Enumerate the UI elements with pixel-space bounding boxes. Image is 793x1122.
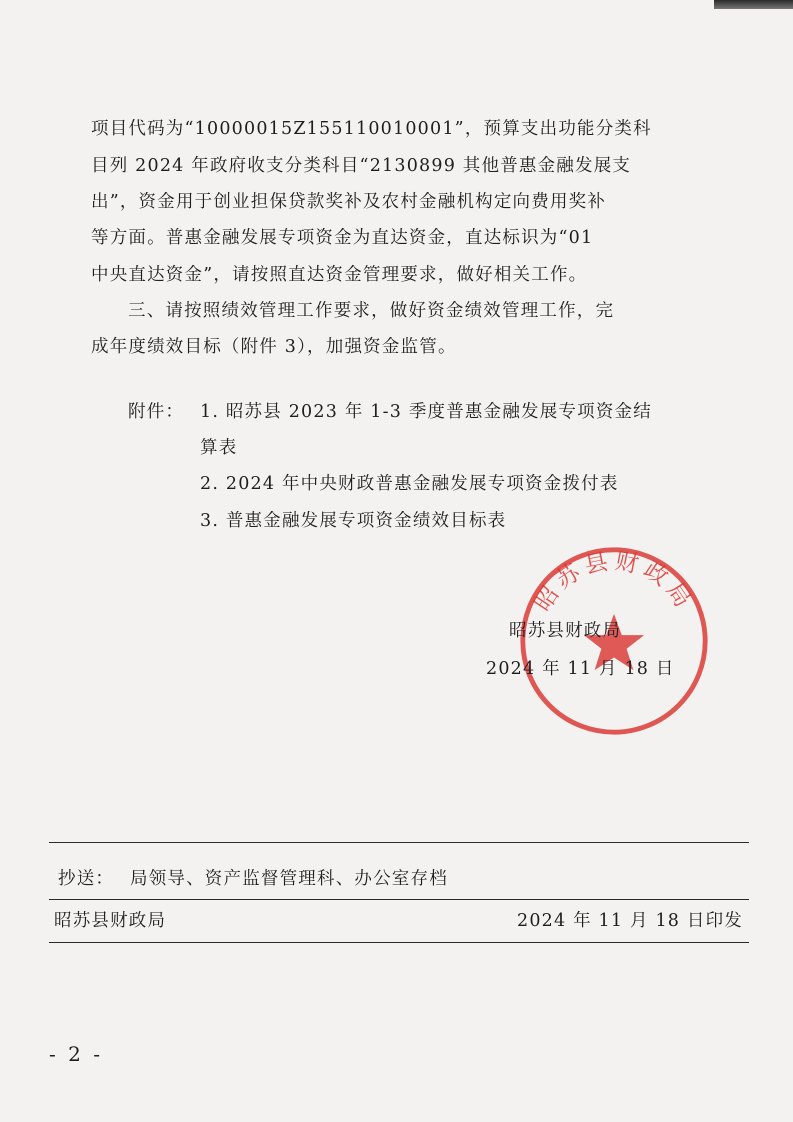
issuer-name: 昭苏县财政局	[54, 911, 167, 931]
body-line-4: 等方面。普惠金融发展专项资金为直达资金，直达标识为“01	[91, 228, 594, 248]
body-line-5: 中央直达资金”，请按照直达资金管理要求，做好相关工作。	[91, 265, 588, 285]
attachment-item-1-cont: 算表	[200, 438, 238, 458]
footer-rule-top	[49, 842, 749, 843]
svg-text:昭苏县财政局	[529, 547, 699, 616]
attachment-label: 附件：	[128, 402, 185, 422]
signature-date: 2024 年 11 月 18 日	[486, 659, 675, 679]
attachment-item-3: 3. 普惠金融发展专项资金绩效目标表	[200, 511, 507, 531]
body-line-6: 三、请按照绩效管理工作要求，做好资金绩效管理工作，完	[128, 301, 615, 321]
footer-rule-bottom	[49, 942, 749, 943]
scan-corner-mark	[714, 0, 793, 9]
seal-text: 昭苏县财政局	[529, 547, 699, 617]
body-line-1: 项目代码为“10000015Z155110010001”，预算支出功能分类科	[91, 119, 652, 139]
page-number: - 2 -	[49, 1042, 103, 1066]
cc-recipients: 局领导、资产监督管理科、办公室存档	[130, 869, 448, 889]
issue-date: 2024 年 11 月 18 日印发	[517, 911, 743, 931]
body-line-7: 成年度绩效目标（附件 3），加强资金监管。	[91, 337, 457, 357]
cc-label: 抄送：	[58, 869, 115, 889]
attachment-item-1: 1. 昭苏县 2023 年 1-3 季度普惠金融发展专项资金结	[200, 402, 652, 422]
footer-rule-middle	[49, 899, 749, 900]
body-line-3: 出”，资金用于创业担保贷款奖补及农村金融机构定向费用奖补	[91, 192, 607, 212]
body-line-2: 目列 2024 年政府收支分类科目“2130899 其他普惠金融发展支	[91, 156, 632, 176]
attachment-item-2: 2. 2024 年中央财政普惠金融发展专项资金拨付表	[200, 474, 619, 494]
signature-org: 昭苏县财政局	[509, 621, 622, 641]
